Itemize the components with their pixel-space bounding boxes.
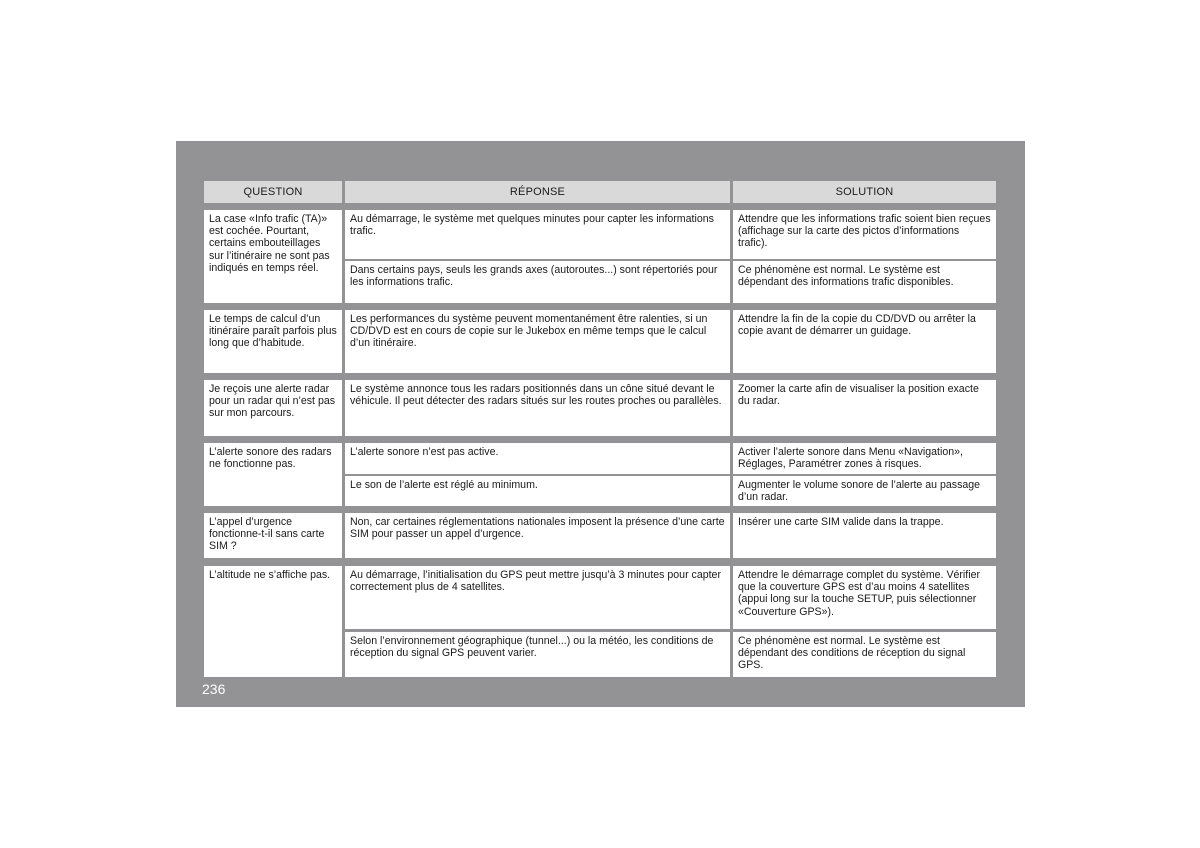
reponse-cell: Selon l’environnement géographique (tunnel...) ou la météo, les conditions de réception du signal GPS peuvent varier. <box>345 632 730 677</box>
solution-cell: Augmenter le volume sonore de l’alerte au passage d’un radar. <box>733 476 996 506</box>
header-reponse: RÉPONSE <box>345 181 730 203</box>
solution-cell: Ce phénomène est normal. Le système est dépendant des informations trafic disponibles. <box>733 261 996 303</box>
page-number: 236 <box>202 681 226 697</box>
reponse-cell: L’alerte sonore n’est pas active. <box>345 443 730 474</box>
header-solution: SOLUTION <box>733 181 996 203</box>
question-cell: L’alerte sonore des radars ne fonctionne pas. <box>204 443 342 506</box>
solution-cell: Ce phénomène est normal. Le système est dépendant des conditions de réception du signal GPS. <box>733 632 996 677</box>
question-cell: L’altitude ne s’affiche pas. <box>204 566 342 677</box>
solution-cell: Zoomer la carte afin de visualiser la position exacte du radar. <box>733 380 996 436</box>
reponse-cell: Dans certains pays, seuls les grands axes (autoroutes...) sont répertoriés pour les informations trafic. <box>345 261 730 303</box>
reponse-cell: Le système annonce tous les radars positionnés dans un cône situé devant le véhicule. Il peut détecter des radars situés sur les routes proches ou parallèles. <box>345 380 730 436</box>
solution-cell: Insérer une carte SIM valide dans la trappe. <box>733 513 996 558</box>
reponse-cell: Au démarrage, l’initialisation du GPS peut mettre jusqu’à 3 minutes pour capter correctement plus de 4 satellites. <box>345 566 730 629</box>
question-cell: Je reçois une alerte radar pour un radar qui n’est pas sur mon parcours. <box>204 380 342 436</box>
question-cell: La case «Info trafic (TA)» est cochée. Pourtant, certains embouteillages sur l’itinéraire ne sont pas indiqués en temps réel. <box>204 210 342 303</box>
reponse-cell: Au démarrage, le système met quelques minutes pour capter les informations trafic. <box>345 210 730 259</box>
solution-cell: Attendre le démarrage complet du système. Vérifier que la couverture GPS est d’au moins 4 satellites (appui long sur la touche SETUP, puis sélectionner «Couverture GPS»). <box>733 566 996 629</box>
solution-cell: Attendre la fin de la copie du CD/DVD ou arrêter la copie avant de démarrer un guidage. <box>733 310 996 373</box>
reponse-cell: Non, car certaines réglementations nationales imposent la présence d’une carte SIM pour passer un appel d’urgence. <box>345 513 730 558</box>
solution-cell: Attendre que les informations trafic soient bien reçues (affichage sur la carte des pictos d’informations trafic). <box>733 210 996 259</box>
reponse-cell: Les performances du système peuvent momentanément être ralenties, si un CD/DVD est en cours de copie sur le Jukebox en même temps que le calcul d’un itinéraire. <box>345 310 730 373</box>
reponse-cell: Le son de l’alerte est réglé au minimum. <box>345 476 730 506</box>
solution-cell: Activer l’alerte sonore dans Menu «Navigation», Réglages, Paramétrer zones à risques. <box>733 443 996 474</box>
header-question: QUESTION <box>204 181 342 203</box>
question-cell: L’appel d’urgence fonctionne-t-il sans carte SIM ? <box>204 513 342 558</box>
question-cell: Le temps de calcul d’un itinéraire paraît parfois plus long que d’habitude. <box>204 310 342 373</box>
